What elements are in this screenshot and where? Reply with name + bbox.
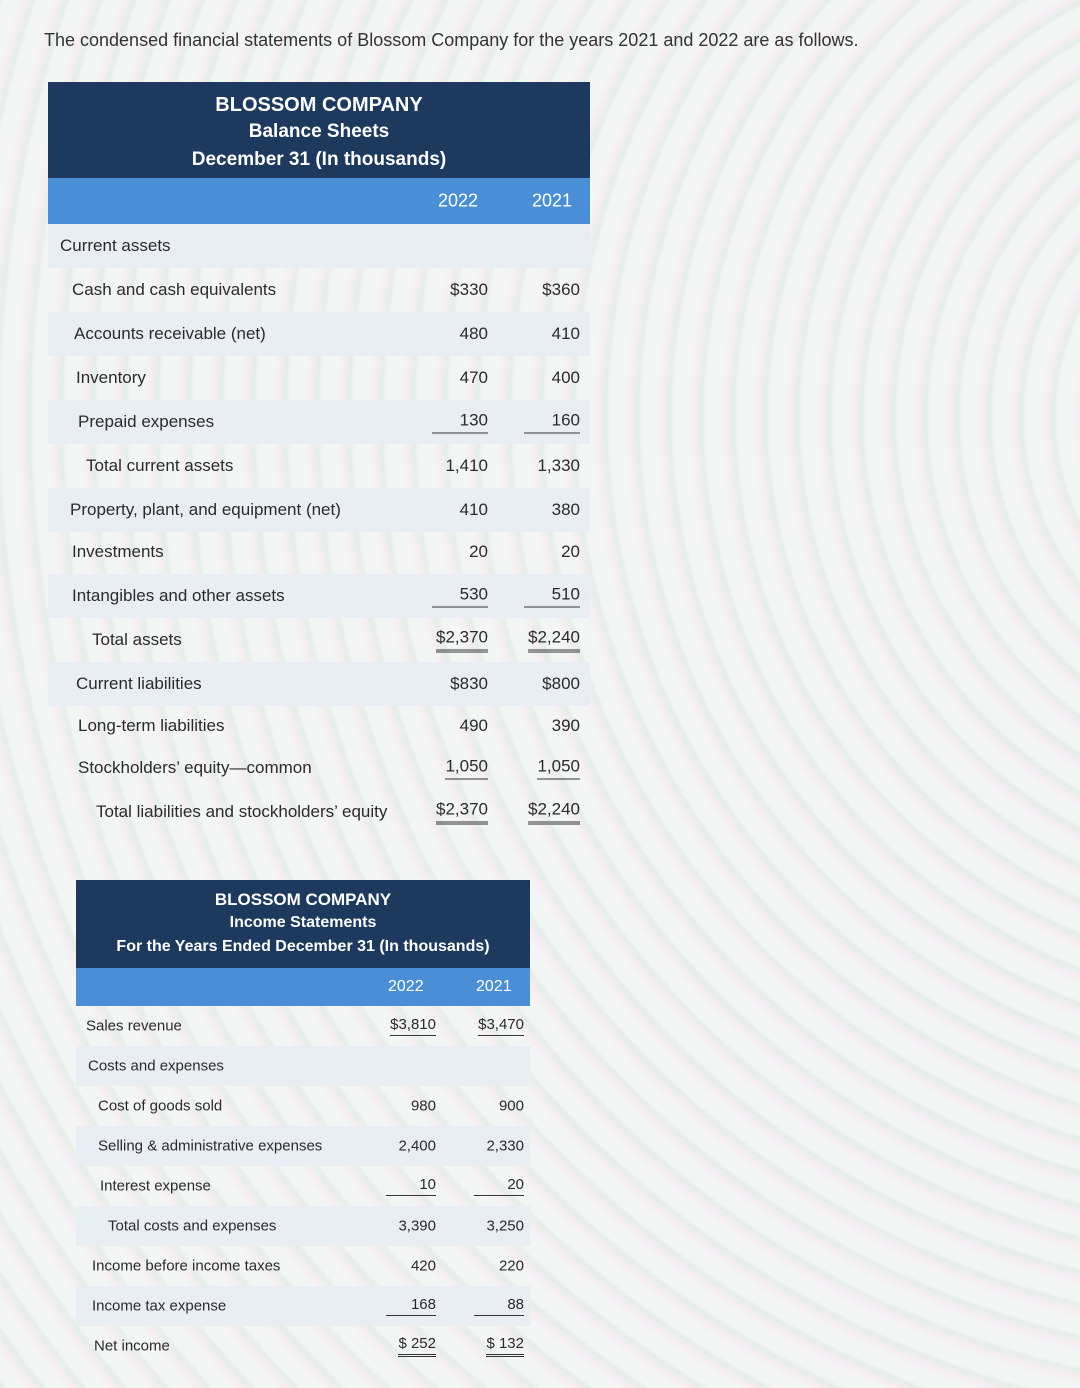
table-row: Inventory 470 400 <box>76 368 580 387</box>
table-row: Total costs and expenses 3,390 3,250 <box>76 1206 530 1246</box>
income-col-2022: 2022 <box>388 978 424 995</box>
table-row: Interest expense 10 20 <box>100 1176 524 1195</box>
intro-text: The condensed financial statements of Blossom Company for the years 2021 and 2022 are as follows. <box>44 30 859 50</box>
table-row: Income tax expense 168 88 <box>76 1286 530 1326</box>
balance-sheet-table <box>48 82 590 884</box>
income-statement-table <box>76 880 530 1362</box>
balance-col-2022: 2022 <box>438 190 479 211</box>
balance-company: BLOSSOM COMPANY <box>215 94 423 116</box>
table-row: Selling & administrative expenses 2,400 2,330 <box>76 1126 530 1166</box>
balance-statement: Balance Sheets <box>248 121 390 142</box>
current-assets-label: Current assets <box>60 236 171 255</box>
table-row: Net income $ 252 $ 132 <box>76 1326 530 1366</box>
table-row: Intangibles and other assets 530 510 <box>48 574 590 618</box>
balance-body <box>48 224 590 884</box>
table-row: Total current assets 1,410 1,330 <box>86 456 580 475</box>
table-row: Total assets $2,370 $2,240 <box>48 618 590 662</box>
costs-label: Costs and expenses <box>88 1057 224 1075</box>
income-period: For the Years Ended December 31 (In thousands) <box>116 938 490 955</box>
income-col-2021: 2021 <box>476 978 512 995</box>
table-row: Cash and cash equivalents $330 $360 <box>72 280 580 299</box>
table-row: Property, plant, and equipment (net) 410 380 <box>48 488 590 532</box>
table-row: Income before income taxes 420 220 <box>92 1257 524 1275</box>
income-body <box>76 1006 530 1362</box>
table-row: Cost of goods sold 980 900 <box>98 1097 524 1115</box>
balance-date: December 31 (In thousands) <box>191 149 447 170</box>
table-row: Current liabilities $830 $800 <box>48 662 590 706</box>
income-column-header <box>76 968 530 1006</box>
table-row: Stockholders’ equity—common 1,050 1,050 <box>48 746 590 790</box>
income-statement-header <box>76 880 530 968</box>
income-statement-title: Income Statements <box>229 914 377 931</box>
income-company: BLOSSOM COMPANY <box>214 890 392 909</box>
balance-section-current-assets <box>48 224 590 268</box>
table-row: Total liabilities and stockholders’ equity $2,370 $2,240 <box>48 790 590 834</box>
table-row: Long-term liabilities 490 390 <box>78 716 580 735</box>
table-row: Sales revenue $3,810 $3,470 <box>86 1016 524 1035</box>
table-row: Investments 20 20 <box>72 542 580 561</box>
balance-column-header <box>48 178 590 224</box>
balance-col-2021: 2021 <box>532 190 573 211</box>
income-section-costs <box>76 1046 530 1086</box>
balance-sheet-header <box>48 82 590 178</box>
table-row: Prepaid expenses 130 160 <box>48 400 590 444</box>
table-row: Accounts receivable (net) 480 410 <box>48 312 590 356</box>
